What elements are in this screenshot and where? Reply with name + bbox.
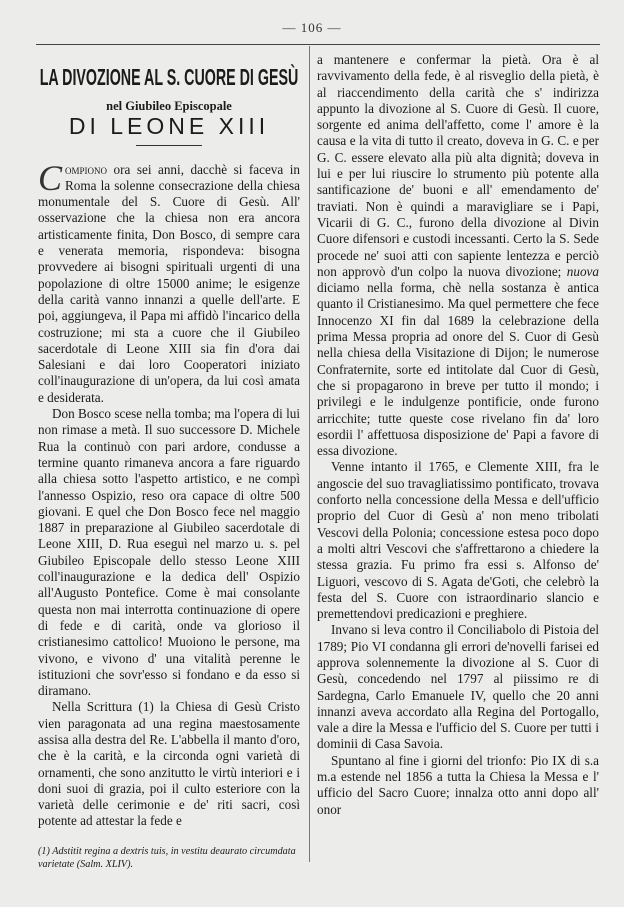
article-name-title: DI LEONE XIII [68, 113, 270, 140]
paragraph: Venne intanto il 1765, e Clemente XIII, fra le angoscie del suo travagliatissimo pontificato, trovava conforto nella concessione della Messa e dell'ufficio proprio del Cuor di Gesù a' non meno tribolati Vescovi della Polonia; concessione estesa poco dopo a molti altri Vescovi che s'affrettarono a chiedere la stessa grazia. Fu primo fra essi s. Alfonso de' Liguori, vescovo di S. Agata de'Goti, che celebrò la festa del S. Cuore con istraordinario slancio e premettendovi predicazioni e preghiere. [317, 459, 599, 622]
italic-word: nuova [566, 263, 599, 279]
header-rule [36, 44, 600, 45]
first-word: ompiono [65, 161, 108, 177]
paragraph: Nella Scrittura (1) la Chiesa di Gesù Cristo vien paragonata ad una regina maestosamente assisa alla destra del Re. L'abbella il manto d'oro, che è la carità, e la circonda ogni varietà di ornamenti, che sono anzitutto le virtù interiori e i doni suoi di grazia, poi il culto esteriore con la varietà delle cerimonie e de' riti sacri, così potente ad attestar la fede e [38, 699, 300, 829]
right-column [317, 52, 599, 818]
paragraph: Spuntano al fine i giorni del trionfo: Pio IX di s.a m.a estende nel 1856 a tutta la Chiesa la Messa e l' ufficio del Sacro Cuore; innalza otto anni dopo all' onor [317, 752, 599, 817]
dropcap-letter: C [38, 157, 63, 198]
paragraph-text: a mantenere e confermar la pietà. Ora è al ravvivamento della fede, è al risveglio della pietà, è al riaccendimento della carità che s' indirizza appunto la divozione al S. Cuore di Gesù. Il cuore, sorgente ed anima dell'affetto, come l' amore è la causa e la vita di tutto il creato, doveva in G. C. e per G. C. essere elevato alla più alta dignità; doveva in lui e per lui riuscire lo strumento più potente alla santificazione de' buoni e all' emendamento de' traviati. Non è quindi a maravigliare se i Papi, Vicarii di G. C., furono della divozione al Divin Cuore difensori e custodi incessanti. Certo la S. Sede procede ne' suoi atti con sapiente lentezza e perciò non approvò d'un colpo la nuova divozione; [317, 52, 599, 279]
left-column [38, 50, 300, 830]
title-rule [136, 145, 202, 146]
paragraph [38, 157, 300, 406]
paragraph [317, 52, 599, 459]
paragraph: Invano si leva contro il Conciliabolo di Pistoia del 1789; Pio VI condanna gli errori de'novelli farisei ed approva solennemente la divozione al S. Cuor di Gesù, concedendo nel 1797 al piissimo re di Sardegna, Carlo Emanuele IV, quello che 20 anni innanzi aveva accordato alla Regina del Portogallo, vale a dire la Messa e l'ufficio del S. Cuore per tutti i dominii di Casa Savoia. [317, 622, 599, 752]
footnote: (1) Adstitit regina a dextris tuis, in vestitu deaurato circumdata varietate (Salm. XLIV). [38, 846, 296, 870]
page-number: — 106 — [282, 20, 342, 35]
article-heading [38, 64, 300, 146]
paragraph-text: diciamo nella forma, chè nella sostanza è antica quanto il Cristianesimo. Ma quel permettere che fece Innocenzo XI fin dal 1689 la celebrazione della prima Messa propria ad onore del S. Cuor di Gesù nella chiesa della Visitazione di Dijon; le numerose Confraternite, sorte ed intitolate dal Cuor di Gesù, che si propagarono in breve per tutto il mondo; i privilegi e le indulgenze pontificie, onde furono arricchite; tutte queste cose rivelano fin da' loro esordii l' affettuosa disposizione de' Papi a favore di essa divozione. [317, 280, 599, 459]
paragraph: Don Bosco scese nella tomba; ma l'opera di lui non rimase a metà. Il suo successore D. Michele Rua la continuò con pari ardore, condusse a termine quanto rimaneva ancora a fare riguardo alla chiesa sotto l'aspetto artistico, e ne compì l'annesso Ospizio, reso ora capace di oltre 500 giovani. E quel che Don Bosco fece nel maggio 1887 in preparazione al Giubileo sacerdotale di Leone XIII, D. Rua eseguì nel marzo u. s. pel Giubileo Episcopale dello stesso Leone XIII coll'inaugurazione e la dedica dell' Ospizio all'Augusto Pontefice. Come è mai consolante questa non mai interrotta continuazione di opere di fede e di carità, onde va glorioso il cristianesimo cattolico! Muoiono le persone, ma vivono, e vivono d' una vitalità perenne le istituzioni che sovr'esso si fondano e da esso si diramano. [38, 406, 300, 699]
paragraph-text: ora sei anni, dacchè si faceva in Roma la solenne consecrazione della chiesa monumentale del S. Cuore di Gesù. All' osservazione che la chiesa non era ancora artisticamente finita, Don Bosco, di sempre cara e venerata memoria, rispondeva: bisogna provvedere ai bisogni spirituali urgenti di una popolazione di oltre 15000 anime; le esigenze della carità vanno innanzi a quelle dell'arte. E poi, aggiungeva, il Papa mi affidò l'incarico della costruzione; mi sta a cuore che il Giubileo sacerdotale di Leone XIII sia fin d'ora dai Salesiani e dai loro Cooperatori iniziato coll'inaugurazione di un'opera, da lui così amata e desiderata. [38, 161, 300, 405]
article-subtitle: nel Giubileo Episcopale [106, 99, 232, 113]
column-divider [309, 46, 310, 862]
article-title: LA DIVOZIONE AL S. CUORE DI GESÙ [39, 64, 299, 90]
